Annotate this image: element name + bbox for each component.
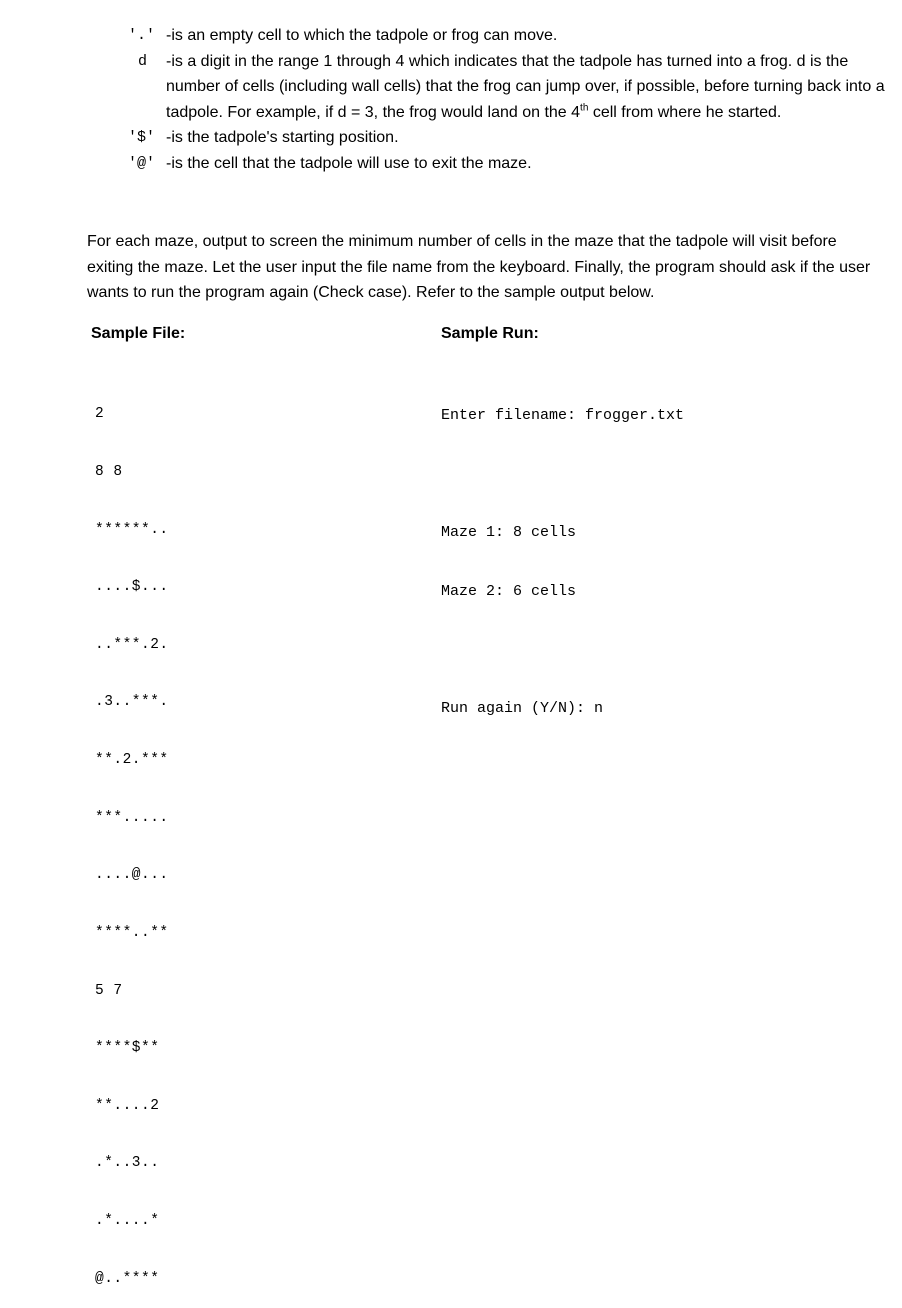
blank-line (441, 640, 684, 660)
file-line: ***..... (95, 809, 169, 826)
file-line: **....2 (95, 1097, 160, 1114)
run-result-line: Maze 1: 8 cells (441, 524, 577, 541)
file-line: ****..** (95, 924, 169, 941)
file-line: ..***.2. (95, 636, 169, 653)
legend-row-exit (128, 151, 888, 177)
file-line: ....$... (95, 579, 169, 596)
sample-file-listing (95, 367, 169, 1308)
file-line: ****$** (95, 1040, 160, 1057)
file-line: .3..***. (95, 694, 169, 711)
file-line: 8 8 (95, 464, 123, 481)
run-prompt-line: Enter filename: frogger.txt (441, 407, 685, 424)
legend-row-digit (128, 49, 888, 126)
legend-description: -is an empty cell to which the tadpole or frog can move. (166, 27, 558, 44)
superscript-ordinal: th (580, 102, 589, 114)
file-line: .*..3.. (95, 1155, 160, 1172)
legend-description-part: -is a digit in the range 1 through 4 which indicates that the tadpole has turned into a frog. d is the number of cells (including wall cells) that the frog can jump over, if possible, before turning back into a tadpole. For example, if d = 3, the frog would land on the 4 (166, 52, 885, 121)
sample-file-heading: Sample File: (91, 325, 186, 342)
legend-description (166, 49, 888, 126)
legend-row-empty-cell (128, 23, 888, 49)
file-line: .*....* (95, 1212, 160, 1229)
run-again-line: Run again (Y/N): n (441, 699, 604, 717)
sample-run-heading: Sample Run: (441, 325, 539, 342)
instructions-paragraph: For each maze, output to screen the minimum number of cells in the maze that the tadpole will visit before exiting the maze. Let the user input the file name from the keyboard. Finally, the program should ask if the user wants to run the program again (Check case). Refer to the sample output below. (87, 233, 871, 301)
symbol-legend (128, 23, 888, 176)
file-line: @..**** (95, 1270, 160, 1287)
file-line: 2 (95, 406, 105, 423)
legend-symbol: '.' (128, 27, 156, 44)
legend-description: -is the cell that the tadpole will use to exit the maze. (166, 154, 532, 172)
legend-symbol: '@' (128, 154, 156, 172)
legend-symbol: '$' (128, 129, 156, 146)
legend-row-start (128, 125, 888, 151)
legend-description-part: cell from where he started. (588, 103, 782, 121)
sample-run-output (441, 367, 684, 738)
file-line: **.2.*** (95, 752, 169, 769)
legend-description: -is the tadpole's starting position. (166, 129, 399, 146)
run-result-line: Maze 2: 6 cells (441, 582, 577, 600)
blank-line (441, 465, 684, 485)
file-line: ....@... (95, 867, 169, 884)
file-line: 5 7 (95, 982, 123, 999)
file-line: ******.. (95, 521, 169, 538)
legend-symbol: d (138, 52, 148, 70)
